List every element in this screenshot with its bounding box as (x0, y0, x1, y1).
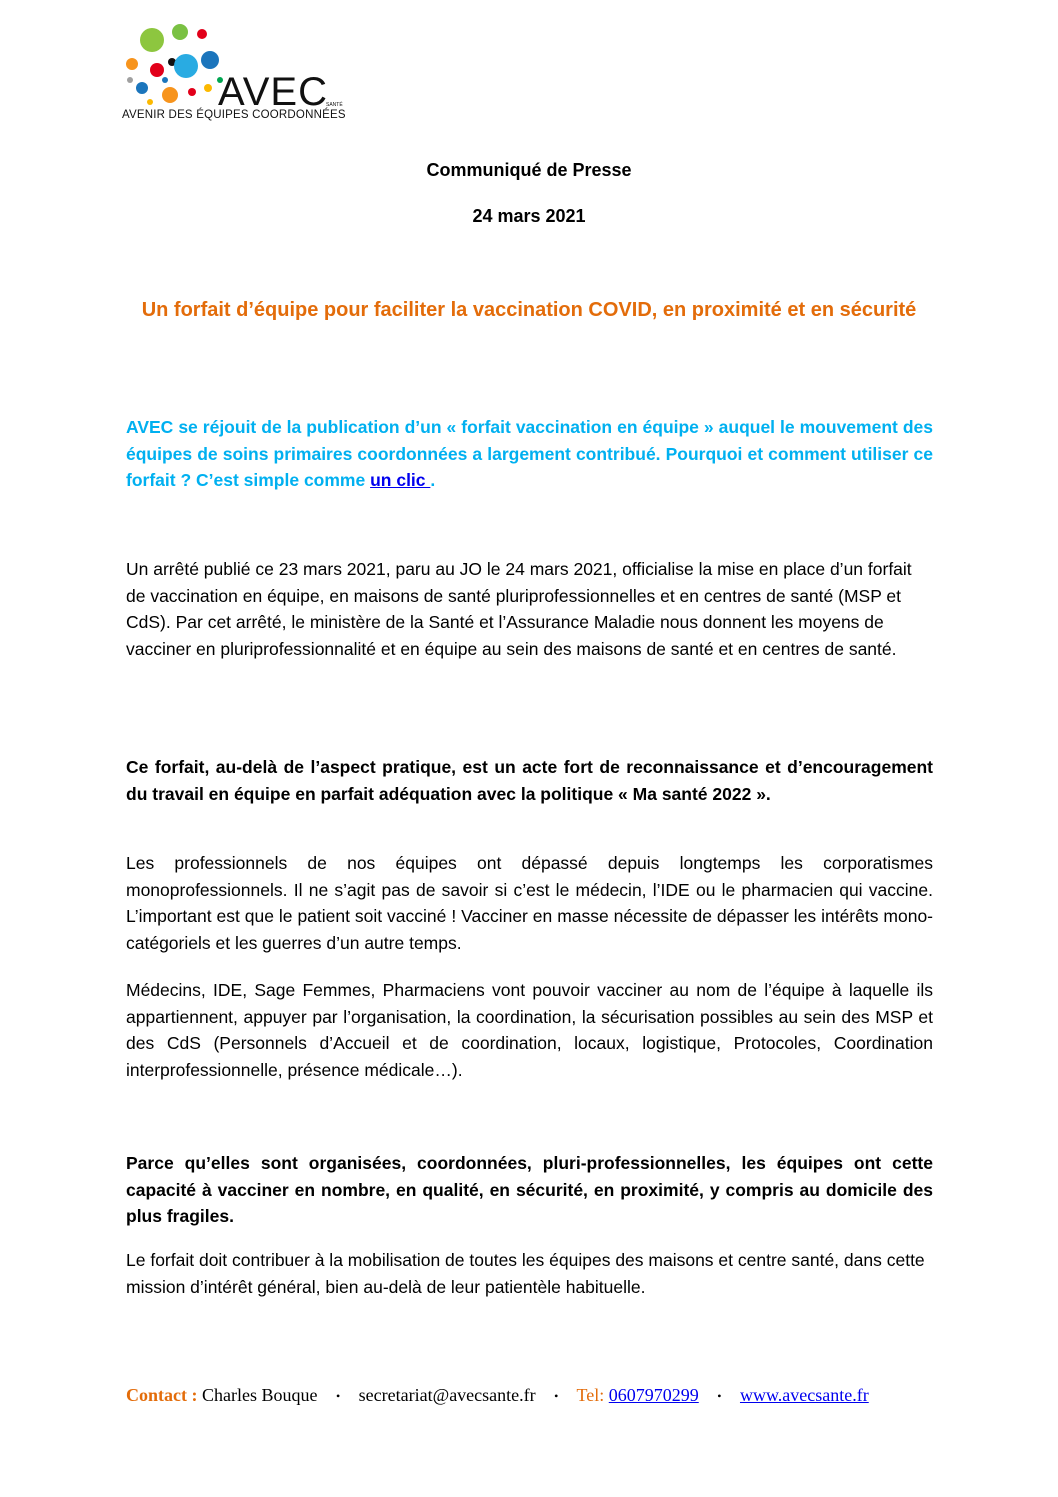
logo-subtitle: AVENIR DES ÉQUIPES COORDONNÉES (122, 109, 346, 121)
phone-link[interactable]: 0607970299 (608, 1385, 699, 1405)
contact-footer (126, 1385, 936, 1406)
contact-label: Contact : (126, 1385, 198, 1405)
website-link[interactable]: www.avecsante.fr (739, 1385, 869, 1405)
separator: • (335, 1389, 341, 1404)
paragraph-forfait: Ce forfait, au-delà de l’aspect pratique, est un acte fort de reconnaissance et d’encouragement du travail en équipe en parfait adéquation avec la politique « Ma santé 2022 ». (126, 757, 933, 804)
headline: Un forfait d’équipe pour faciliter la vaccination COVID, en proximité et en sécurité (141, 299, 917, 321)
avec-logo (120, 22, 360, 132)
separator: • (554, 1389, 559, 1404)
paragraph-vaccinateurs: Médecins, IDE, Sage Femmes, Pharmaciens vont pouvoir vacciner au nom de l’équipe à laquelle ils appartiennent, appuyer par l’organisation, la coordination, la sécurisation possibles au sein des MSP et des CdS (Personnels d’Accueil et de coordination, locaux, logistique, Protocoles, Coordination interprofessionnelle, présence médicale…). (126, 980, 933, 1080)
un-clic-link[interactable]: un clic (370, 470, 431, 490)
separator: • (717, 1389, 722, 1404)
paragraph-equipes: Parce qu’elles sont organisées, coordonnées, pluri-professionnelles, les équipes ont cette capacité à vacciner en nombre, en qualité, en sécurité, en proximité, y compris au domicile des plus fragiles. (126, 1153, 933, 1226)
logo-wordmark: AVEC (218, 70, 328, 114)
document-type: Communiqué de Presse (426, 160, 632, 180)
logo-tagline-small: SANTÉ (326, 102, 343, 108)
paragraph-arrete: Un arrêté publié ce 23 mars 2021, paru au JO le 24 mars 2021, officialise la mise en place d’un forfait de vaccination en équipe, en maisons de santé pluriprofessionnelles et en centres de santé (MSP et CdS). Par cet arrêté, le ministère de la Santé et l’Assurance Maladie nous donnent les moyens de vacciner en pluriprofessionnalité et en équipe au sein des maisons de santé et en centres de santé. (126, 559, 912, 659)
paragraph-mobilisation: Le forfait doit contribuer à la mobilisation de toutes les équipes des maisons et centre santé, dans cette mission d’intérêt général, bien au-delà de leur patientèle habituelle. (126, 1250, 925, 1297)
contact-name: Charles Bouque (201, 1385, 318, 1405)
contact-email: secretariat@avecsante.fr (358, 1385, 536, 1405)
document-date: 24 mars 2021 (472, 206, 586, 226)
lead-text: AVEC se réjouit de la publication d’un « forfait vaccination en équipe » auquel le mouvement des équipes de soins primaires coordonnées a largement contribué. Pourquoi et comment utiliser ce forfait ? C’est simple comme (126, 417, 933, 490)
tel-label: Tel: (576, 1385, 605, 1405)
paragraph-professionnels: Les professionnels de nos équipes ont dépassé depuis longtemps les corporatismes monoprofessionnels. Il ne s’agit pas de savoir si c’est le médecin, l’IDE ou le pharmacien qui vaccine. L’important est que le patient soit vacciné ! Vacciner en masse nécessite de dépasser les intérêts mono-catégoriels et les guerres d’un autre temps. (126, 853, 933, 953)
lead-end: . (430, 470, 436, 490)
lead-paragraph (126, 414, 933, 494)
